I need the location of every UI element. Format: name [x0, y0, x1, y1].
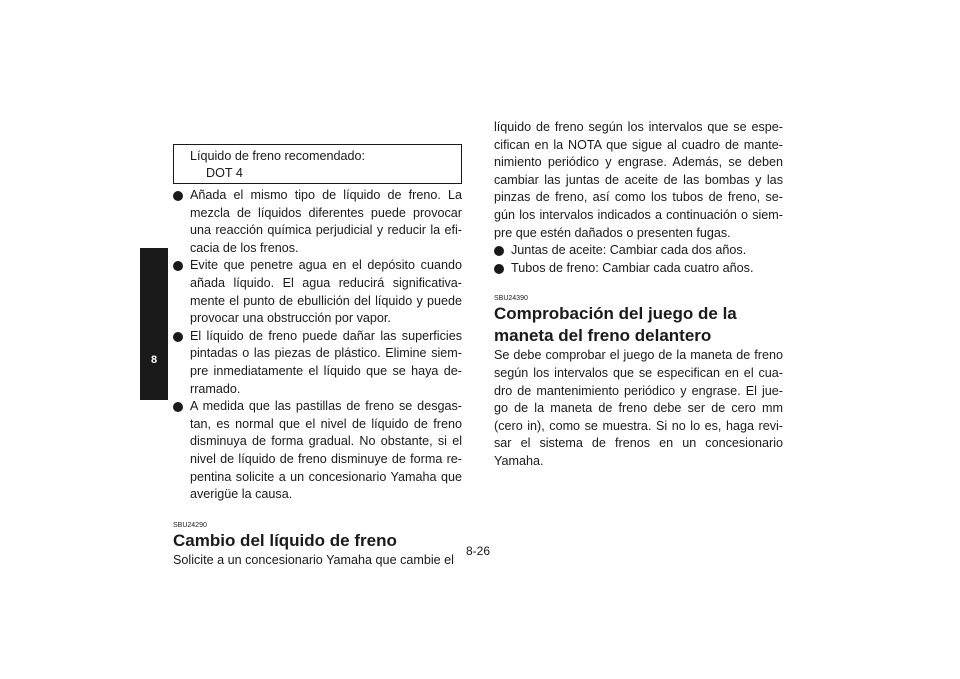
section-title: Comprobación del juego de la maneta del freno delantero: [494, 304, 737, 346]
list-item: [494, 242, 783, 260]
chapter-number: 8: [150, 354, 158, 366]
page-number: 8-26: [466, 544, 491, 558]
bullet-icon: [173, 332, 183, 342]
spec-value: DOT 4: [206, 166, 243, 180]
list-item: [173, 257, 462, 327]
bullet-icon: [494, 264, 504, 274]
bullet-icon: [173, 261, 183, 271]
bullet-icon: [173, 402, 183, 412]
bullet-text: El líquido de freno puede dañar las superficies pintadas o las piezas de plástico. Elimine siem-pre inmediatamente el líquido que se haya de-rramado.: [190, 328, 462, 396]
right-column: [494, 119, 783, 471]
left-column: [173, 187, 462, 569]
section-code: SBU24390: [494, 295, 528, 303]
chapter-tab: [140, 248, 168, 400]
bullet-text: Juntas de aceite: Cambiar cada dos años.: [511, 243, 747, 258]
right-bullet-list: [494, 242, 783, 277]
bullet-text: Tubos de freno: Cambiar cada cuatro años.: [511, 260, 754, 275]
list-item: [173, 328, 462, 398]
section-text: Se debe comprobar el juego de la maneta de freno según los intervalos que se especifican en el cua-dro de mantenimiento periódico y engrase. El jue-go de la maneta de freno debe ser de cero mm (cero in), como se muestra. Si no lo es, haga revi-sar el sistema de frenos en un concesionario Yamaha.: [494, 348, 783, 468]
spec-label: Líquido de freno recomendado:: [190, 149, 366, 163]
list-item: [173, 187, 462, 257]
bullet-text: Añada el mismo tipo de líquido de freno. La mezcla de líquidos diferentes puede provocar una reacción química perjudicial y reducir la efi-cacia de los frenos.: [190, 188, 462, 255]
intro-text: líquido de freno según los intervalos que se espe-cifican en la NOTA que sigue al cuadro de mante-nimiento periódico y engrase. Además, se deben cambiar las juntas de aceite de las bombas y las pinzas de freno, así como los tubos de freno, se-gún los intervalos indicados a continuación o siem-pre que estén dañados o presenten fugas.: [494, 120, 783, 240]
bullet-text: Evite que penetre agua en el depósito cuando añada líquido. El agua reducirá significativa-mente el punto de ebullición del líquido y puede provocar una obstrucción por vapor.: [190, 258, 462, 326]
spec-box: [173, 144, 462, 184]
bullet-icon: [494, 246, 504, 256]
section-code: SBU24290: [173, 521, 207, 529]
list-item: [173, 398, 462, 504]
section-text: Solicite a un concesionario Yamaha que cambie el: [173, 552, 454, 567]
bullet-icon: [173, 191, 183, 201]
list-item: [494, 260, 783, 278]
bullet-text: A medida que las pastillas de freno se desgas-tan, es normal que el nivel de líquido de freno disminuya de forma gradual. No obstante, si el nivel de líquido de freno disminuye de forma re-pentina solicite a un concesionario Yamaha que averigüe la causa.: [190, 399, 462, 502]
section-title: Cambio del líquido de freno: [173, 530, 397, 550]
left-bullet-list: [173, 187, 462, 504]
